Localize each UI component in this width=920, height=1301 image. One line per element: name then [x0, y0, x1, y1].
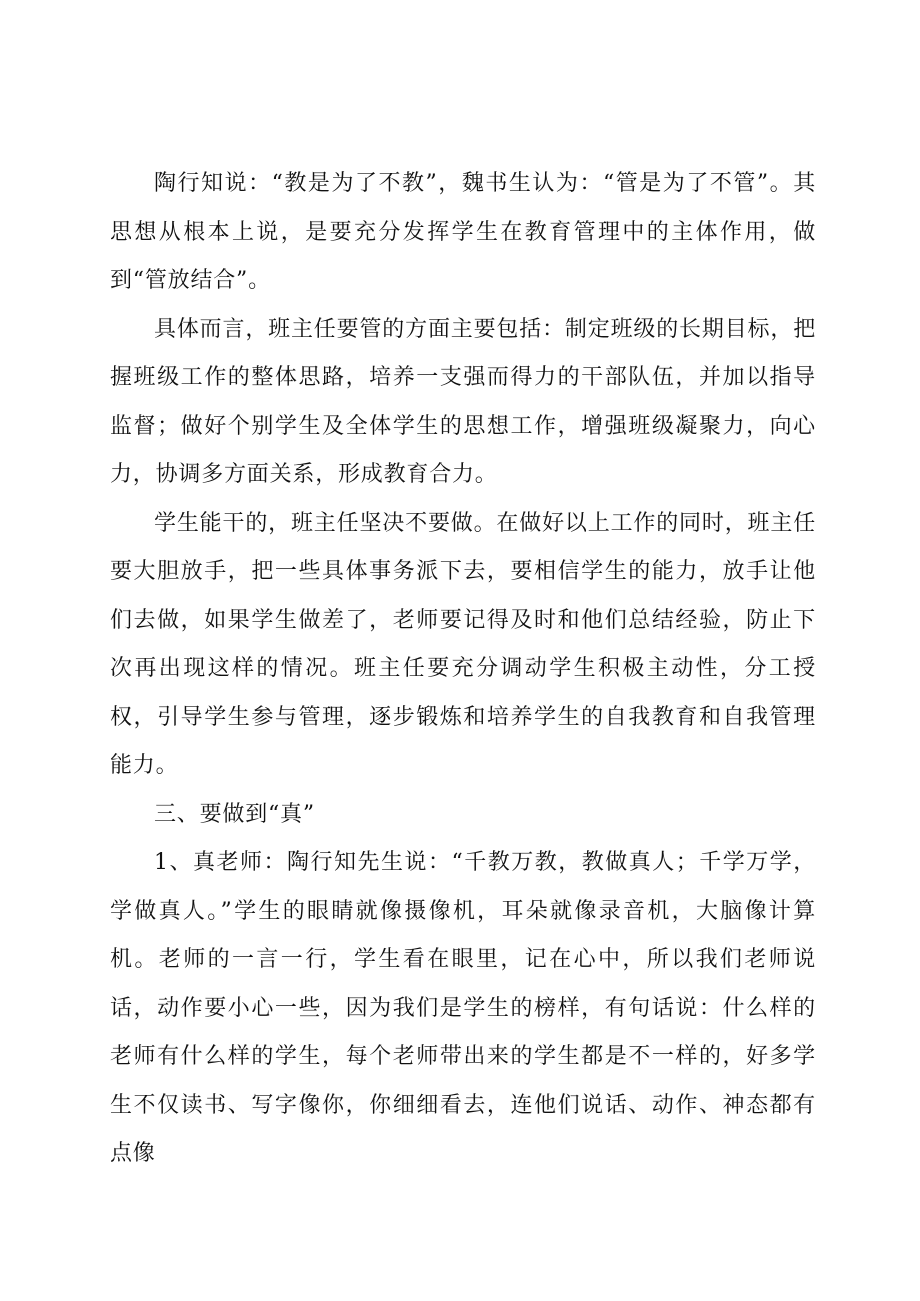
paragraph-xuesheng-nenggan: 学生能干的，班主任坚决不要做。在做好以上工作的同时，班主任要大胆放手，把一些具体事务派下去，要相信学生的能力，放手让他们去做，如果学生做差了，老师要记得及时和他们总结经验，防止下次再出现这样的情况。班主任要充分调动学生积极主动性，分工授权，引导学生参与管理，逐步锻炼和培养学生的自我教育和自我管理能力。 — [110, 510, 816, 778]
section-heading-zhen: 三、要做到“真” — [154, 801, 315, 827]
paragraph-zhen-laoshi: 1、真老师：陶行知先生说：“千教万教，教做真人；千学万学，学做真人。”学生的眼睛就像摄像机，耳朵就像录音机，大脑像计算机。老师的一言一行，学生看在眼里，记在心中，所以我们老师说话，动作要小心一些，因为我们是学生的榜样，有句话说：什么样的老师有什么样的学生，每个老师带出来的学生都是不一样的，好多学生不仅读书、写字像你，你细细看去，连他们说话、动作、神态都有点像 — [110, 850, 816, 1166]
paragraph-guan-fang-jiehe: 陶行知说：“教是为了不教”，魏书生认为：“管是为了不管”。其思想从根本上说，是要充分发挥学生在教育管理中的主体作用，做到“管放结合”。 — [110, 171, 816, 293]
paragraph-banzhuren-guan: 具体而言，班主任要管的方面主要包括：制定班级的长期目标，把握班级工作的整体思路，培养一支强而得力的干部队伍，并加以指导监督；做好个别学生及全体学生的思想工作，增强班级凝聚力，向心力，协调多方面关系，形成教育合力。 — [110, 316, 816, 487]
document-body — [110, 160, 816, 1179]
